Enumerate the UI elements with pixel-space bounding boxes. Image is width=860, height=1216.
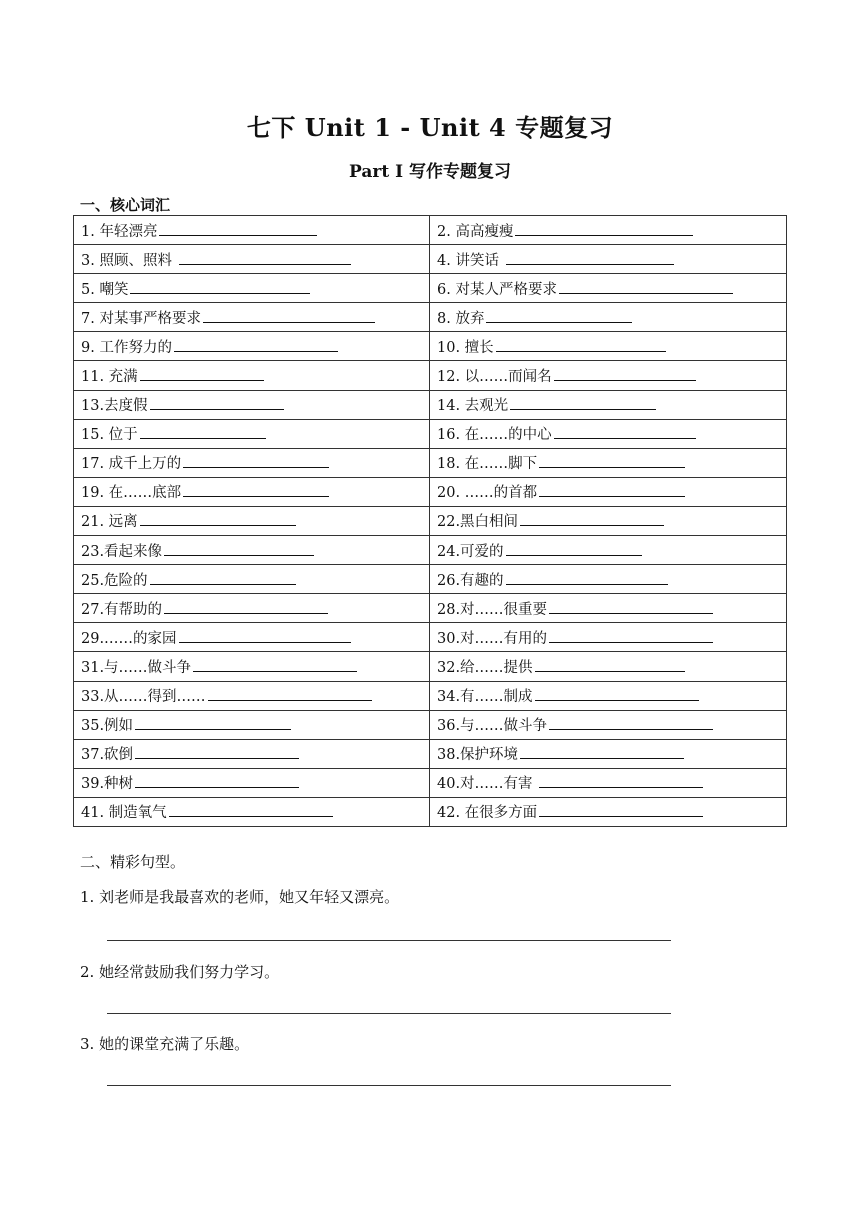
vocab-answer-blank[interactable]	[535, 657, 685, 672]
vocab-answer-blank[interactable]	[506, 570, 668, 585]
vocab-answer-blank[interactable]	[496, 337, 666, 352]
vocab-answer-blank[interactable]	[554, 424, 696, 439]
vocab-prompt: 19. 在……底部	[81, 485, 182, 502]
vocab-prompt: 29.……的家园	[81, 630, 177, 647]
vocab-cell	[74, 361, 430, 390]
vocab-prompt: 4. 讲笑话	[437, 252, 504, 269]
vocab-row	[74, 652, 787, 681]
vocab-answer-blank[interactable]	[140, 366, 264, 381]
vocab-cell	[74, 594, 430, 623]
vocab-answer-blank[interactable]	[179, 250, 351, 265]
vocab-answer-blank[interactable]	[554, 366, 696, 381]
vocab-cell	[74, 390, 430, 419]
vocab-answer-blank[interactable]	[549, 599, 713, 614]
vocab-row	[74, 768, 787, 797]
part-subtitle: Part I 写作专题复习	[349, 162, 511, 182]
vocab-prompt: 11. 充满	[81, 369, 138, 386]
vocab-prompt: 36.与……做斗争	[437, 718, 548, 735]
vocab-answer-blank[interactable]	[140, 511, 296, 526]
vocab-prompt: 21. 远离	[81, 514, 138, 531]
vocab-answer-blank[interactable]	[130, 279, 310, 294]
page-title: 七下 Unit 1 - Unit 4 专题复习	[246, 113, 614, 142]
vocab-cell	[430, 623, 787, 652]
vocab-prompt: 1. 年轻漂亮	[81, 223, 158, 240]
vocab-answer-blank[interactable]	[549, 715, 713, 730]
vocab-answer-blank[interactable]	[135, 744, 299, 759]
vocab-answer-blank[interactable]	[179, 628, 351, 643]
vocab-prompt: 13.去度假	[81, 398, 148, 415]
vocab-row	[74, 506, 787, 535]
vocab-cell	[430, 332, 787, 361]
vocab-cell	[74, 623, 430, 652]
vocab-cell	[74, 274, 430, 303]
vocab-prompt: 34.有……制成	[437, 689, 533, 706]
vocab-prompt: 28.对……很重要	[437, 601, 548, 618]
vocab-answer-blank[interactable]	[549, 628, 713, 643]
vocab-answer-blank[interactable]	[520, 744, 684, 759]
vocab-prompt: 3. 照顾、照料	[81, 252, 177, 269]
vocab-prompt: 5. 嘲笑	[81, 281, 129, 298]
vocab-answer-blank[interactable]	[539, 802, 703, 817]
vocab-answer-blank[interactable]	[515, 221, 693, 236]
vocab-cell	[430, 681, 787, 710]
vocab-prompt: 15. 位于	[81, 427, 138, 444]
vocab-prompt: 23.看起来像	[81, 543, 163, 560]
vocab-answer-blank[interactable]	[486, 308, 632, 323]
vocab-row	[74, 216, 787, 245]
vocab-cell	[74, 652, 430, 681]
vocab-answer-blank[interactable]	[506, 250, 674, 265]
vocab-answer-blank[interactable]	[169, 802, 333, 817]
vocab-cell	[74, 419, 430, 448]
vocab-cell	[74, 245, 430, 274]
answer-line[interactable]	[107, 1085, 671, 1086]
vocab-prompt: 20. ……的首都	[437, 485, 538, 502]
vocab-row	[74, 390, 787, 419]
vocab-answer-blank[interactable]	[559, 279, 733, 294]
vocab-cell	[430, 768, 787, 797]
vocab-cell	[74, 506, 430, 535]
vocab-row	[74, 419, 787, 448]
vocab-prompt: 25.危险的	[81, 572, 148, 589]
vocab-cell	[430, 797, 787, 826]
vocab-prompt: 40.对……有害	[437, 776, 538, 793]
vocab-answer-blank[interactable]	[506, 541, 642, 556]
vocab-cell	[430, 710, 787, 739]
vocab-cell	[430, 245, 787, 274]
vocab-cell	[430, 594, 787, 623]
vocab-prompt: 22.黑白相间	[437, 514, 519, 531]
vocab-prompt: 39.种树	[81, 776, 134, 793]
vocab-row	[74, 245, 787, 274]
vocab-answer-blank[interactable]	[159, 221, 317, 236]
vocab-cell	[74, 710, 430, 739]
vocab-cell	[430, 419, 787, 448]
answer-line[interactable]	[107, 940, 671, 941]
vocab-answer-blank[interactable]	[135, 773, 299, 788]
vocab-row	[74, 332, 787, 361]
vocab-answer-blank[interactable]	[135, 715, 291, 730]
vocab-cell	[74, 565, 430, 594]
vocab-cell	[430, 274, 787, 303]
vocab-answer-blank[interactable]	[203, 308, 375, 323]
vocab-prompt: 9. 工作努力的	[81, 339, 172, 356]
vocab-cell	[430, 390, 787, 419]
vocabulary-table	[73, 215, 787, 827]
vocab-row	[74, 710, 787, 739]
vocab-prompt: 30.对……有用的	[437, 630, 548, 647]
vocab-cell	[430, 303, 787, 332]
vocab-answer-blank[interactable]	[539, 482, 685, 497]
vocab-answer-blank[interactable]	[140, 424, 266, 439]
vocab-cell	[430, 216, 787, 245]
section-heading-vocabulary: 一、核心词汇	[80, 196, 171, 214]
vocab-prompt: 37.砍倒	[81, 747, 134, 764]
vocab-row	[74, 448, 787, 477]
vocab-row	[74, 739, 787, 768]
vocab-row	[74, 797, 787, 826]
vocab-cell	[74, 477, 430, 506]
vocab-prompt: 16. 在……的中心	[437, 427, 552, 444]
vocab-answer-blank[interactable]	[150, 395, 284, 410]
vocab-answer-blank[interactable]	[164, 541, 314, 556]
vocab-cell	[74, 797, 430, 826]
vocab-answer-blank[interactable]	[535, 686, 699, 701]
vocab-answer-blank[interactable]	[174, 337, 338, 352]
vocab-cell	[74, 216, 430, 245]
vocab-cell	[430, 506, 787, 535]
vocab-cell	[74, 448, 430, 477]
vocab-cell	[74, 681, 430, 710]
vocab-prompt: 2. 高高瘦瘦	[437, 223, 514, 240]
vocab-answer-blank[interactable]	[150, 570, 296, 585]
vocab-prompt: 14. 去观光	[437, 398, 509, 415]
vocab-cell	[74, 332, 430, 361]
vocab-prompt: 7. 对某事严格要求	[81, 310, 201, 327]
vocab-prompt: 26.有趣的	[437, 572, 504, 589]
vocab-row	[74, 594, 787, 623]
section-heading-sentences: 二、精彩句型。	[80, 853, 186, 871]
vocab-row	[74, 623, 787, 652]
vocab-answer-blank[interactable]	[510, 395, 656, 410]
vocab-cell	[430, 448, 787, 477]
vocab-answer-blank[interactable]	[520, 511, 664, 526]
vocab-answer-blank[interactable]	[183, 453, 329, 468]
vocab-prompt: 8. 放弃	[437, 310, 485, 327]
vocab-prompt: 10. 擅长	[437, 339, 494, 356]
vocab-cell	[430, 565, 787, 594]
vocab-row	[74, 477, 787, 506]
vocab-row	[74, 536, 787, 565]
vocab-cell	[74, 739, 430, 768]
vocab-prompt: 38.保护环境	[437, 747, 519, 764]
vocab-row	[74, 681, 787, 710]
vocab-row	[74, 361, 787, 390]
vocabulary-table-body	[74, 216, 787, 827]
vocab-row	[74, 565, 787, 594]
vocab-row	[74, 303, 787, 332]
vocab-cell	[430, 652, 787, 681]
vocab-prompt: 42. 在很多方面	[437, 805, 538, 822]
vocab-prompt: 17. 成千上万的	[81, 456, 182, 473]
vocab-prompt: 32.给……提供	[437, 659, 533, 676]
vocab-answer-blank[interactable]	[193, 657, 357, 672]
vocab-prompt: 24.可爱的	[437, 543, 504, 560]
vocab-prompt: 35.例如	[81, 718, 134, 735]
vocab-cell	[74, 303, 430, 332]
vocab-cell	[430, 361, 787, 390]
vocab-cell	[430, 536, 787, 565]
vocab-answer-blank[interactable]	[208, 686, 372, 701]
vocab-prompt: 18. 在……脚下	[437, 456, 538, 473]
vocab-answer-blank[interactable]	[539, 773, 703, 788]
vocab-answer-blank[interactable]	[164, 599, 328, 614]
vocab-prompt: 6. 对某人严格要求	[437, 281, 557, 298]
sentence-prompt: 3. 她的课堂充满了乐趣。	[80, 1035, 250, 1053]
vocab-cell	[430, 477, 787, 506]
vocab-row	[74, 274, 787, 303]
vocab-answer-blank[interactable]	[183, 482, 329, 497]
sentence-prompt: 2. 她经常鼓励我们努力学习。	[80, 963, 280, 981]
sentence-prompt: 1. 刘老师是我最喜欢的老师，她又年轻又漂亮。	[80, 888, 400, 906]
vocab-prompt: 33.从……得到……	[81, 689, 206, 706]
vocab-cell	[74, 536, 430, 565]
vocab-prompt: 31.与……做斗争	[81, 659, 192, 676]
answer-line[interactable]	[107, 1013, 671, 1014]
vocab-prompt: 41. 制造氧气	[81, 805, 167, 822]
vocab-cell	[74, 768, 430, 797]
vocab-cell	[430, 739, 787, 768]
vocab-prompt: 12. 以……而闻名	[437, 369, 552, 386]
vocab-answer-blank[interactable]	[539, 453, 685, 468]
vocab-prompt: 27.有帮助的	[81, 601, 163, 618]
